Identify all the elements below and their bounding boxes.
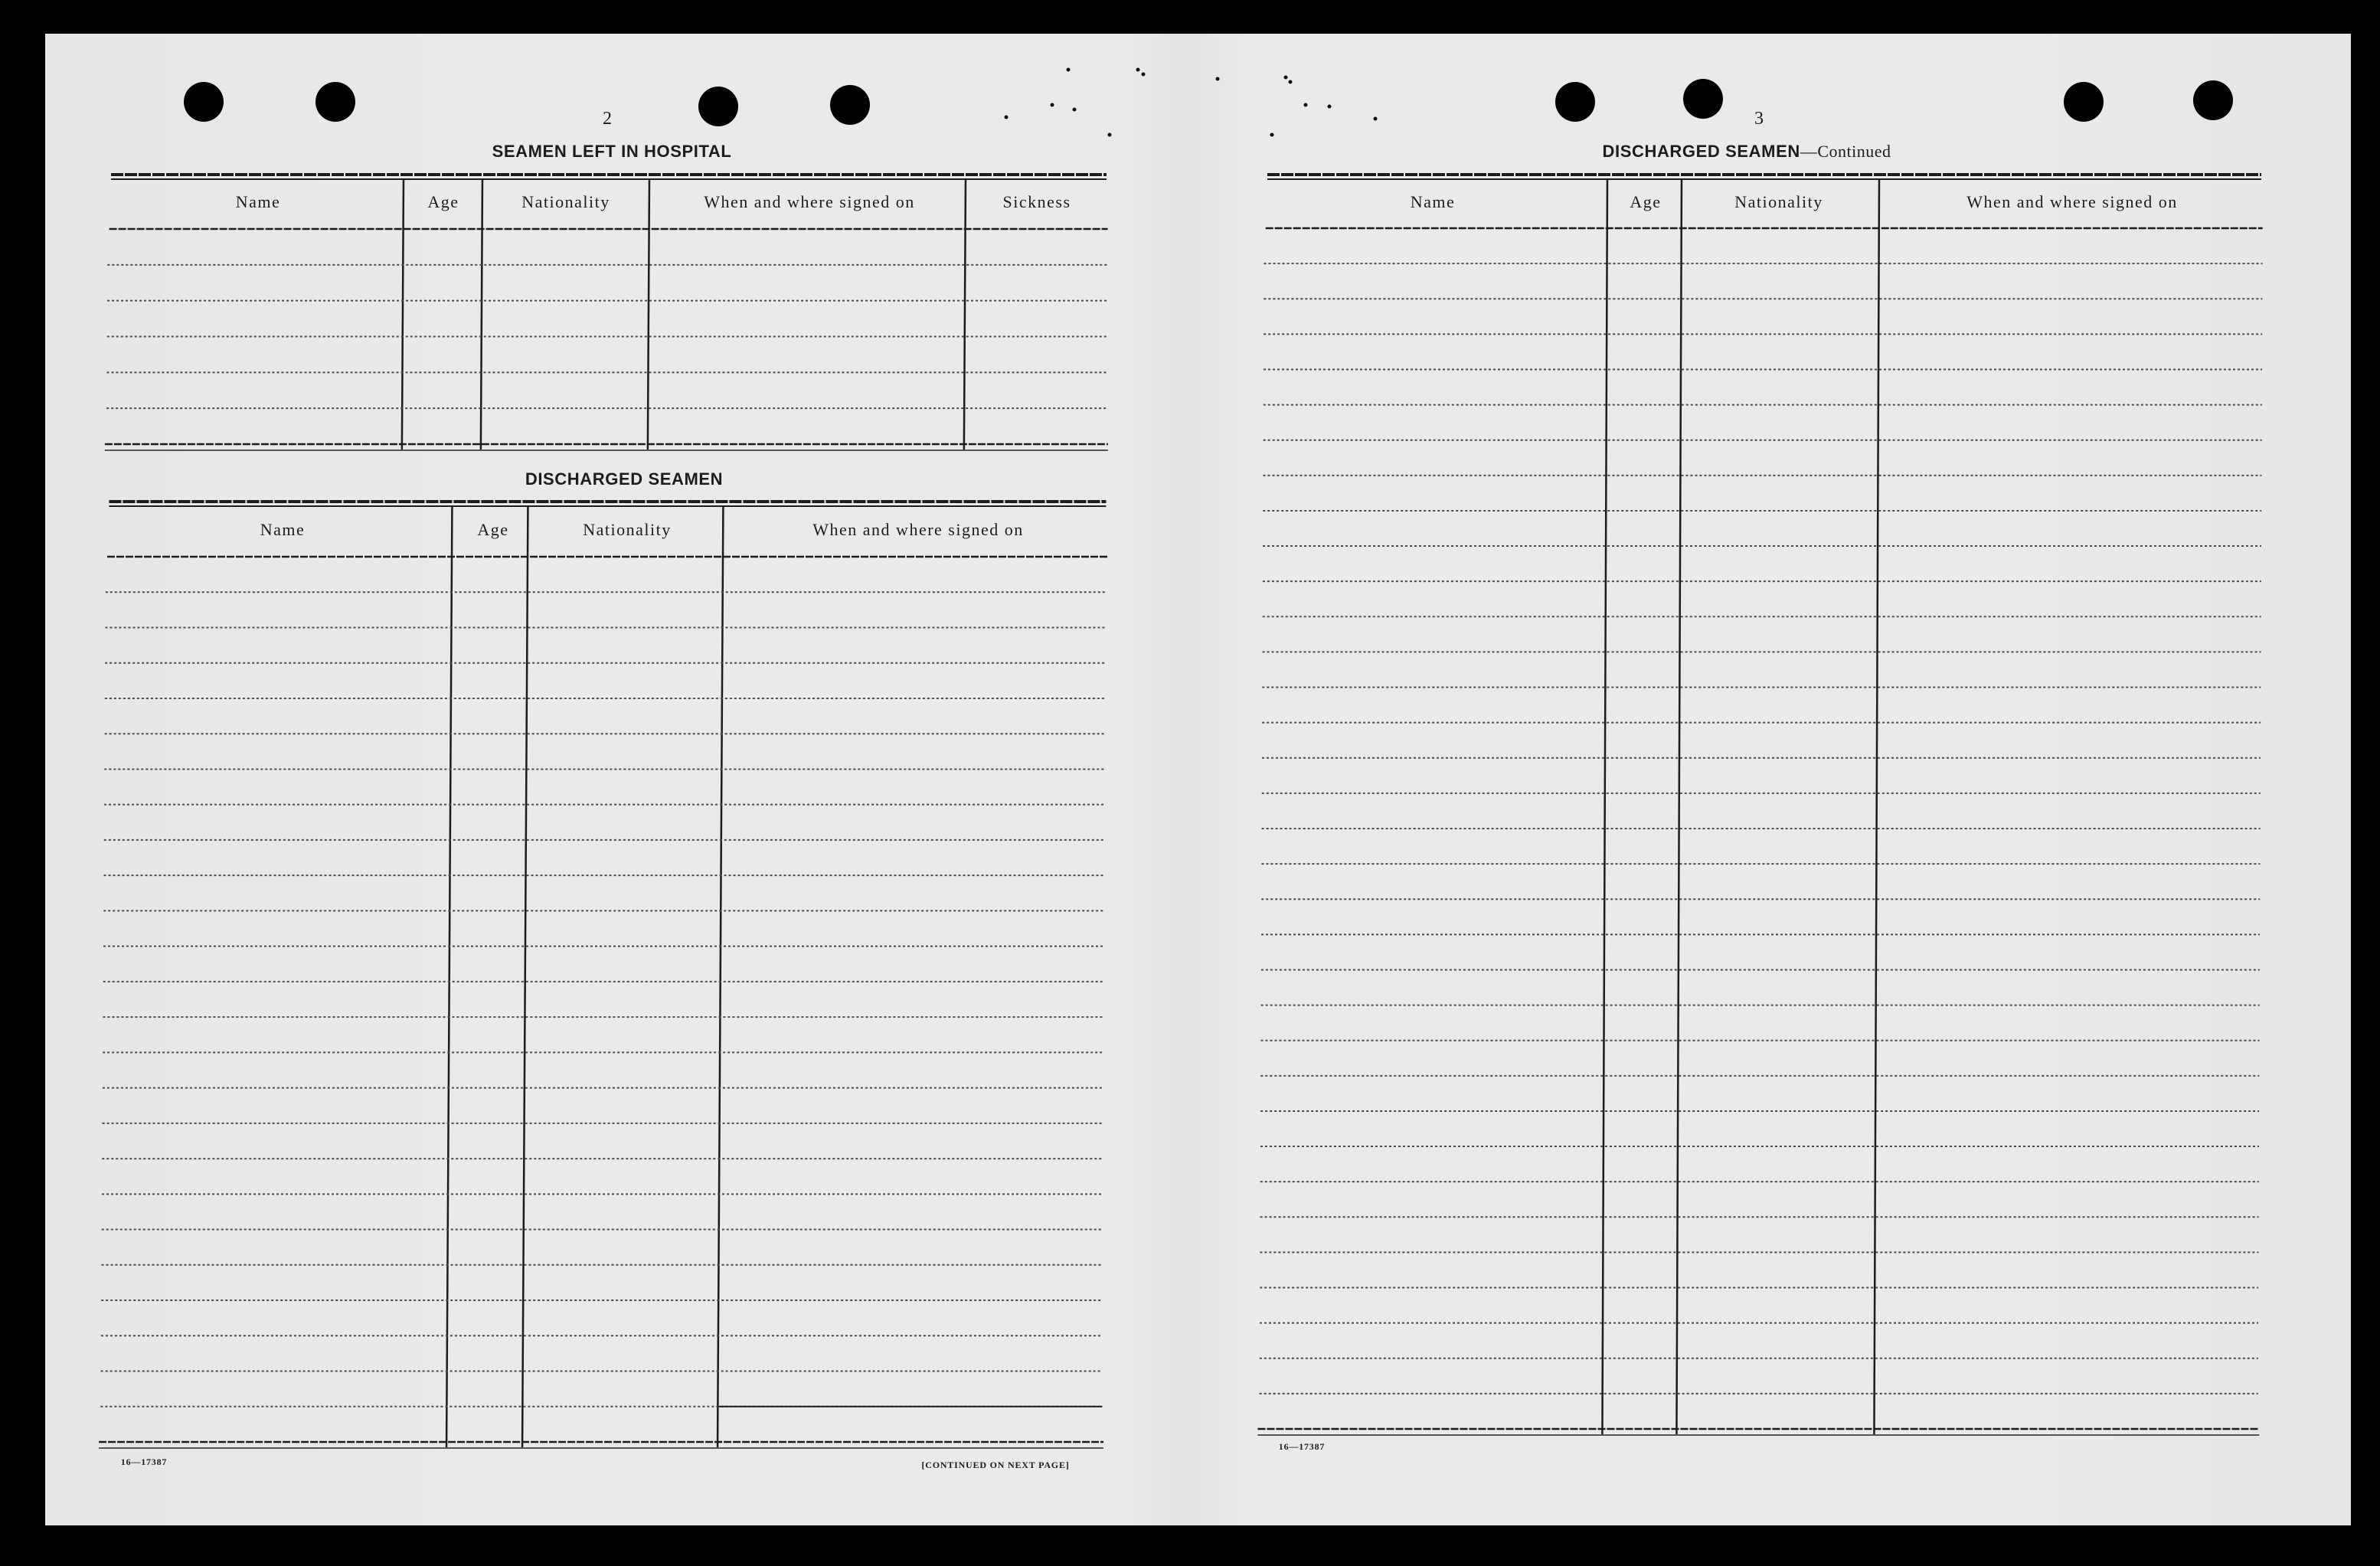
discharged-table-column-divider [522,506,528,1448]
punch-hole [1683,79,1723,119]
dust-speck [1216,77,1220,81]
right-form-number: 16—17387 [1278,1441,1326,1452]
discharged-continued-title-main: DISCHARGED SEAMEN [1602,142,1800,161]
discharged-col-name: Name [260,520,306,539]
punch-hole [2193,80,2233,120]
hospital-table-column-divider [964,179,966,450]
discharged-table-column-divider [718,506,723,1448]
punch-hole [830,85,870,125]
hospital-col-nationality: Nationality [521,192,610,211]
left-page-number: 2 [603,109,612,129]
left-form-number: 16—17387 [120,1456,168,1467]
discharged-col-age: Age [477,520,509,539]
punch-hole [315,82,355,122]
punch-hole [184,82,224,122]
dust-speck [1005,116,1009,119]
dust-speck [1289,80,1293,84]
continued-table-column-divider [1676,179,1682,1435]
hospital-col-age: Age [427,192,459,211]
dust-speck [1374,117,1378,121]
hospital-table-title: SEAMEN LEFT IN HOSPITAL [492,142,732,161]
continued-table-column-divider [1602,179,1607,1435]
dust-speck [1142,73,1146,77]
dust-speck [1270,133,1274,137]
continued-col-name: Name [1410,192,1456,211]
dust-speck [1284,76,1288,80]
discharged-table-column-divider [446,506,452,1448]
hospital-table-column-divider [648,179,649,450]
hospital-col-name: Name [235,192,281,211]
dust-speck [1328,105,1332,109]
continued-table-column-divider [1874,179,1879,1435]
right-page-rules [1257,175,2264,1435]
hospital-table-column-divider [402,179,404,450]
punch-hole [1555,82,1595,122]
continued-col-signed-on: When and where signed on [1966,192,2178,211]
hospital-col-signed-on: When and where signed on [704,192,915,211]
hospital-col-sickness: Sickness [1002,192,1071,211]
dust-speck [1067,68,1071,72]
hospital-table-column-divider [481,179,482,450]
left-page-rules [99,175,1111,1448]
dust-speck [1136,68,1140,72]
dust-speck [1304,103,1308,107]
discharged-continued-title [1602,143,1891,160]
punch-hole [2064,82,2104,122]
dust-speck [1108,133,1112,137]
right-page-number: 3 [1754,109,1764,129]
discharged-continued-title-suffix: —Continued [1800,142,1891,161]
punch-hole [698,87,738,126]
discharged-table-title: DISCHARGED SEAMEN [525,469,724,489]
continued-col-nationality: Nationality [1734,192,1823,211]
discharged-col-nationality: Nationality [583,520,672,539]
continued-col-age: Age [1630,192,1662,211]
dust-speck [1073,108,1077,112]
dust-speck [1051,103,1054,107]
discharged-col-signed-on: When and where signed on [812,520,1024,539]
continued-note: [CONTINUED ON NEXT PAGE] [921,1460,1070,1470]
